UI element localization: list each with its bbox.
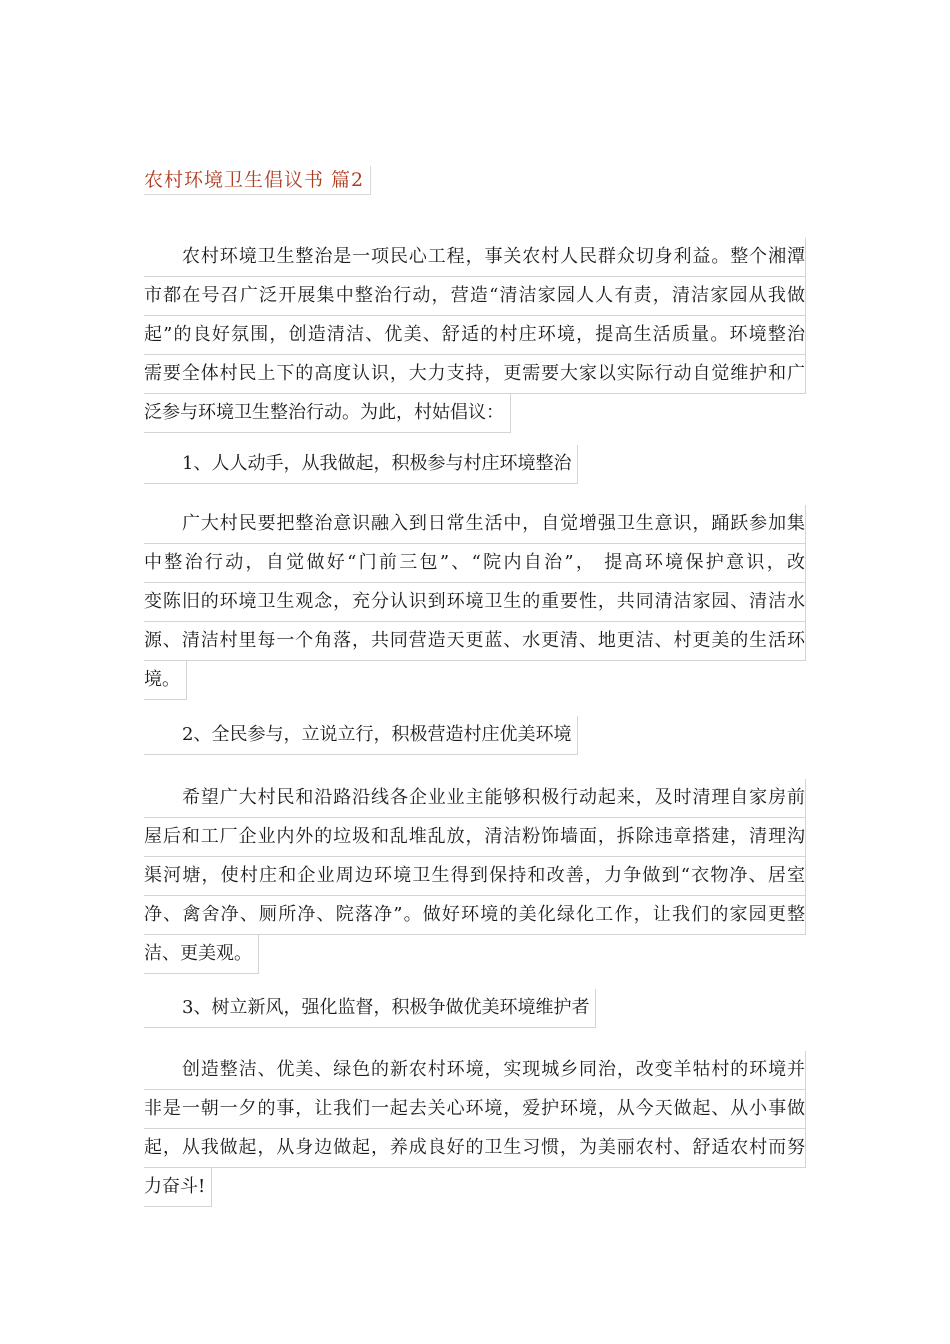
- heading-text: 2、全民参与，立说立行，积极营造村庄优美环境: [144, 716, 578, 755]
- paragraph-intro: [144, 238, 806, 437]
- section-heading-3: [144, 989, 806, 1032]
- text-line: 非是一朝一夕的事，让我们一起去关心环境，爱护环境，从今天做起、从小事做: [144, 1090, 806, 1129]
- text-line: 力奋斗!: [144, 1168, 212, 1207]
- document-title: 农村环境卫生倡议书 篇2: [144, 166, 371, 195]
- text-line: 起，从我做起，从身边做起，养成良好的卫生习惯，为美丽农村、舒适农村而努: [144, 1129, 806, 1168]
- text-line: 创造整洁、优美、绿色的新农村环境，实现城乡同治，改变羊牯村的环境并: [144, 1051, 806, 1090]
- paragraph-section-3: [144, 1051, 806, 1211]
- text-line: 洁、更美观。: [144, 935, 259, 974]
- text-line: 广大村民要把整治意识融入到日常生活中，自觉增强卫生意识，踊跃参加集: [144, 505, 806, 544]
- text-line: 农村环境卫生整治是一项民心工程，事关农村人民群众切身利益。整个湘潭: [144, 238, 806, 277]
- section-heading-2: [144, 716, 806, 759]
- text-line: 净、禽舍净、厕所净、院落净”。做好环境的美化绿化工作，让我们的家园更整: [144, 896, 806, 935]
- text-line: 变陈旧的环境卫生观念，充分认识到环境卫生的重要性，共同清洁家园、清洁水: [144, 583, 806, 622]
- text-line: 起”的良好氛围，创造清洁、优美、舒适的村庄环境，提高生活质量。环境整治: [144, 316, 806, 355]
- text-line: 希望广大村民和沿路沿线各企业业主能够积极行动起来，及时清理自家房前: [144, 779, 806, 818]
- text-line: 泛参与环境卫生整治行动。为此，村姑倡议：: [144, 394, 511, 433]
- text-line: 渠河塘，使村庄和企业周边环境卫生得到保持和改善，力争做到“衣物净、居室: [144, 857, 806, 896]
- section-heading-1: [144, 445, 806, 488]
- text-line: 市都在号召广泛开展集中整治行动，营造“清洁家园人人有责，清洁家园从我做: [144, 277, 806, 316]
- heading-text: 3、树立新风，强化监督，积极争做优美环境维护者: [144, 989, 596, 1028]
- text-line: 中整治行动，自觉做好“门前三包”、“院内自治”， 提高环境保护意识，改: [144, 544, 806, 583]
- text-line: 屋后和工厂企业内外的垃圾和乱堆乱放，清洁粉饰墙面，拆除违章搭建，清理沟: [144, 818, 806, 857]
- text-line: 境。: [144, 661, 187, 700]
- text-line: 需要全体村民上下的高度认识，大力支持，更需要大家以实际行动自觉维护和广: [144, 355, 806, 394]
- text-line: 源、清洁村里每一个角落，共同营造天更蓝、水更清、地更洁、村更美的生活环: [144, 622, 806, 661]
- paragraph-section-1: [144, 505, 806, 704]
- paragraph-section-2: [144, 779, 806, 978]
- heading-text: 1、人人动手，从我做起，积极参与村庄环境整治: [144, 445, 578, 484]
